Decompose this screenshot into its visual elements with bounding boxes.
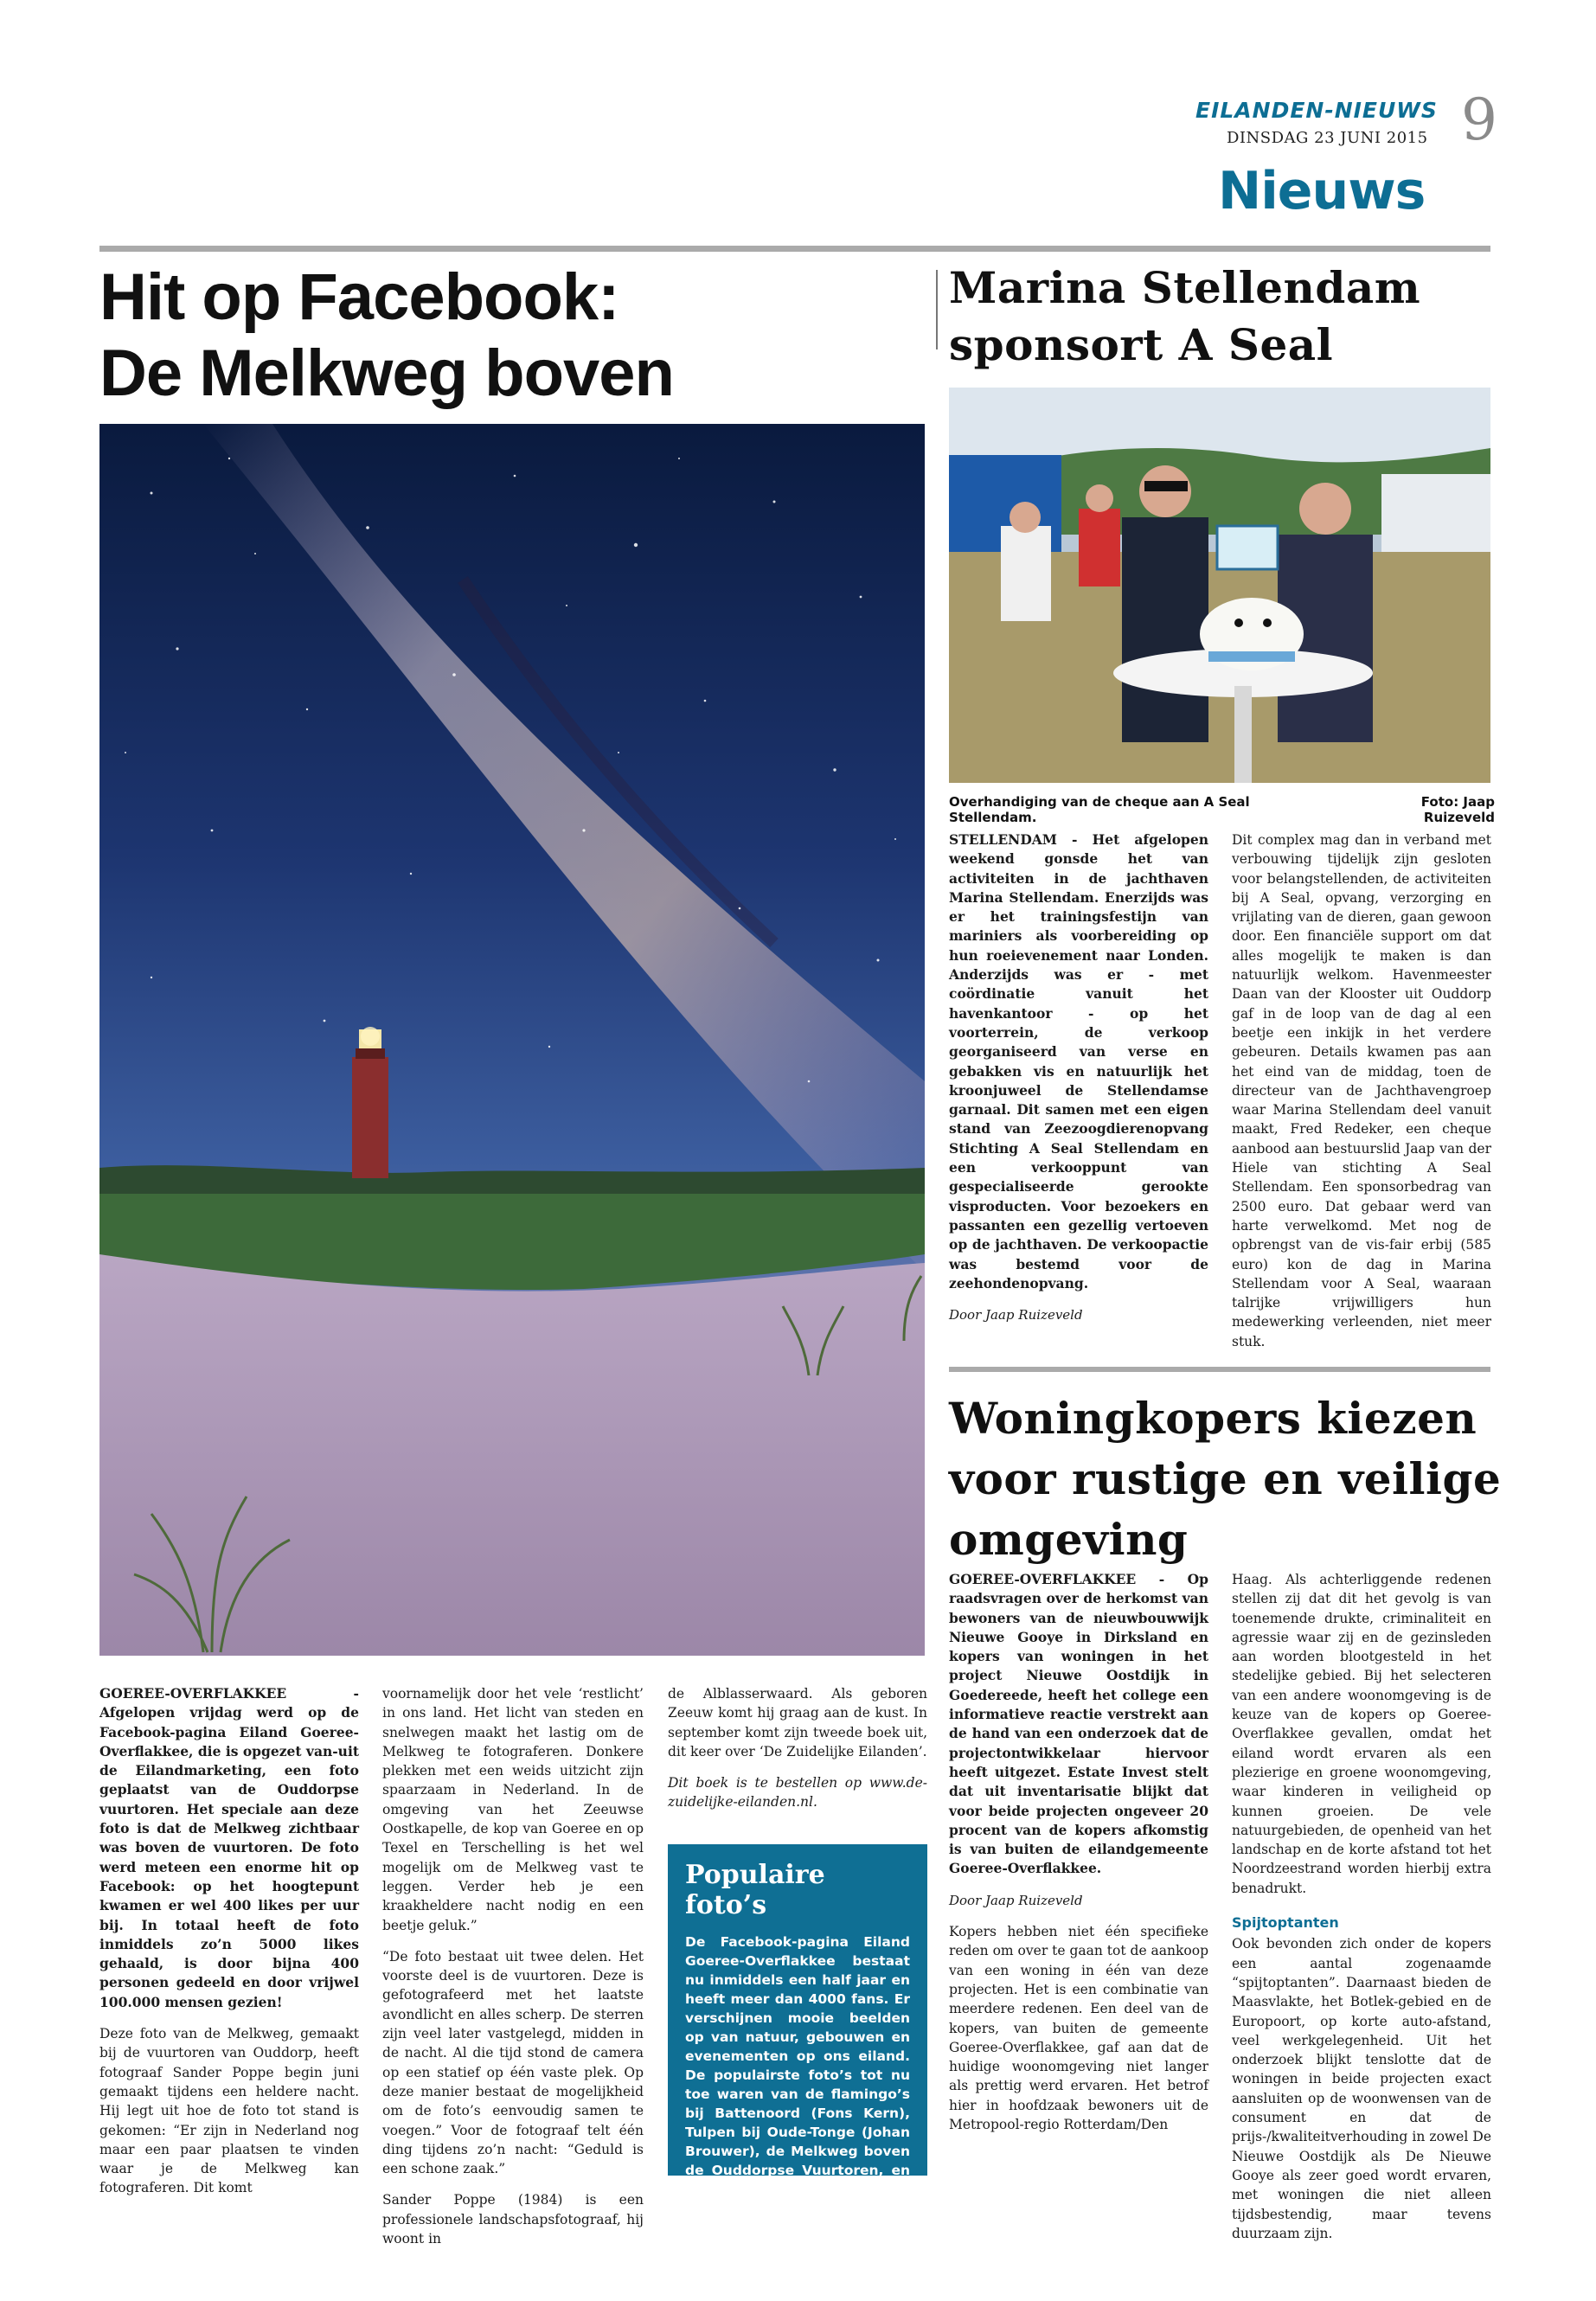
article1-column1: [99, 1684, 359, 2210]
article3-paragraph: Kopers hebben niet één specifieke reden om over te gaan tot de aankoop van een woning in één van deze projecten. Het is een combinatie van meerdere redenen. Een deel van de kopers, van buiten de gemeente Goeree-Overflakkee, gaf aan dat de huidige woonomgeving niet langer als prettig werd ervaren. Het betrof hier in hoofdzaak bewoners uit de Metropool-regio Rotterdam/Den: [949, 1924, 1208, 2133]
article2-headline-line2: sponsort A Seal: [949, 319, 1334, 370]
article3-column1: [949, 1570, 1208, 2146]
milky-way-lighthouse-photo: [99, 424, 925, 1656]
article3-paragraph: Haag. Als achterliggende redenen stellen zij dat dit het gevolg is van toenemende drukte, criminaliteit en agressie waar zij en de gezinsleden aan worden blootgesteld in het stedelijke gebied. Bij het selecteren van een andere woonomgeving is de keuze van de kopers op Goeree-Overflakkee gevallen, omdat het eiland wordt ervaren als een plezierige en groene woonomgeving, waar kinderen in veiligheid op kunnen groeien. De vele natuurgebieden, de openheid van het landschap en de korte afstand tot het Noordzeestrand worden hierbij extra benadrukt.: [1232, 1572, 1491, 1896]
article3-headline: [949, 1388, 1503, 1570]
article2-paragraph: Dit complex mag dan in verband met verbouwing tijdelijk zijn gesloten voor belangstellenden, de activiteiten bij A Seal, opvang, verzorging en vrijlating van de dieren, gaan gewoon door. Een financiële support om dat alles mogelijk te maken is dan natuurlijk welkom. Havenmeester Daan van der Klooster uit Ouddorp gaf in de loop van de dag al een beetje een inkijk in het verdere gebeuren. Details kwamen pas aan het eind van de middag, toen de directeur van de Jachthavengroep waar Marina Stellendam deel vanuit maakt, Fred Redeker, een cheque aanbood aan bestuurslid Jaap van der Hiele van stichting A Seal Stellendam. Een sponsorbedrag van 2500 euro. Dat gebaar werd van harte verwelkomd. Met nog de opbrengst van de vis-fair erbij (585 euro) kon de dag in Marina Stellendam voor A Seal, waaraan talrijke vrijwilligers hun medewerking verleenden, niet meer stuk.: [1232, 832, 1491, 1349]
article3-column2: [1232, 1570, 1491, 2255]
article1-paragraph: Sander Poppe (1984) is een professionele landschapsfotograaf, hij woont in: [382, 2192, 644, 2247]
page-number: 9: [1461, 87, 1497, 153]
popular-photos-box: [668, 1844, 987, 2235]
masthead-logo: EILANDEN-NIEUWS: [1195, 98, 1438, 123]
cheque-handover-photo: [949, 388, 1490, 783]
section-title: Nieuws: [1218, 161, 1426, 221]
issue-date: DINSDAG 23 JUNI 2015: [1227, 129, 1428, 147]
popular-photos-body: De Facebook-pagina Eiland Goeree-Overflakkee bestaat nu inmiddels een half jaar en heeft meer dan 4000 fans. Er verschijnen mooie beelden op van natuur, gebouwen en evenementen op ons eiland. De populairste foto’s tot nu toe waren van de flamingo’s bij Battenoord (Fons Kern), Tulpen bij Oude-Tonge (Johan Brouwer), de Melkweg boven de Ouddorpse Vuurtoren, en Dirksland Sas (beide Sander Poppe). www.facebook.com/GoereeOverflakkee.: [685, 1934, 987, 2235]
popular-photos-title: Populaire foto’s: [685, 1860, 825, 1920]
article3-paragraph: Ook bevonden zich onder de kopers een aantal zogenaamde “spijtoptanten”. Daarnaast bieden de Maasvlakte, het Botlek-gebied en de Europoort, op korte auto-afstand, veel werkgelegenheid. Uit het onderzoek blijkt tenslotte dat de woningen in beide projecten exact aansluiten op de woonwensen van de consument en dat de prijs-/kwaliteitverhouding in zowel De Nieuwe Oostdijk als De Nieuwe Gooye als zeer goed wordt ervaren, met woningen die niet alleen tijdsbestendig, maar tevens duurzaam zijn.: [1232, 1936, 1491, 2241]
book-order-note: Dit boek is te bestellen op www.de-zuidelijke-eilanden.nl.: [668, 1775, 927, 1811]
article1-paragraph: de Alblasserwaard. Als geboren Zeeuw komt hij graag aan de kust. In september komt zijn tweede boek uit, dit keer over ‘De Zuidelijke Eilanden’.: [668, 1686, 927, 1759]
article2-column2: [1232, 830, 1491, 1363]
article2-lead: STELLENDAM - Het afgelopen weekend gonsde het van activiteiten in de jachthaven Marina Stellendam. Enerzijds was er het trainingsfestijn van mariniers als voorbereiding op hun roeievenement naar Londen. Anderzijds was er - met coördinatie vanuit het havenkantoor - op het voorterrein, de verkoop georganiseerd van verse en gebakken vis en natuurlijk het kroonjuweel de Stellendamse garnaal. Dit samen met een eigen stand van Zeezoogdierenopvang Stichting A Seal Stellendam en een verkooppunt van gespecialiseerde gerookte visproducten. Voor bezoekers en passanten een gezellig vertoeven op de jachthaven. De verkoopactie was bestemd voor de zeehondenopvang.: [949, 831, 1208, 1292]
article1-paragraph: “De foto bestaat uit twee delen. Het voorste deel is de vuurtoren. Deze is gefotografeerd met het laatste avondlicht en alles scherp. De sterren zijn veel later vastgelegd, midden in de nacht. Al die tijd stond de camera op een statief op één vaste plek. Op deze manier bestaat de mogelijkheid om de foto’s eenvoudig samen te voegen.” Voor de fotograaf telt één ding tijdens zo’n nacht: “Geduld is een schone zaak.”: [382, 1948, 644, 2177]
article2-headline: [949, 260, 1503, 374]
article3-headline-line3: omgeving: [949, 1514, 1189, 1565]
section-rule: [949, 1367, 1490, 1372]
article1-paragraph: voornamelijk door het vele ‘restlicht’ in ons land. Het licht van steden en snelwegen maakt het lastig om de Melkweg te fotograferen. Donkere plekken met een weids uitzicht zijn spaarzaam in Nederland. In de omgeving van het Zeeuwse Oostkapelle, de kop van Goeree en op Texel en Terschelling is het wel mogelijk om de Melkweg vast te leggen. Verder heb je een kraakheldere nacht nodig en een beetje geluk.”: [382, 1686, 644, 1933]
article3-subhead: Spijtoptanten: [1232, 1914, 1339, 1932]
article1-headline-line1: Hit op Facebook:: [99, 260, 619, 334]
article1-headline-line2: De Melkweg boven: [99, 336, 674, 410]
photo-caption: Overhandiging van de cheque aan A Seal Stellendam.: [949, 794, 1250, 825]
article3-byline: Door Jaap Ruizeveld: [949, 1892, 1083, 1908]
article3-lead: GOEREE-OVERFLAKKEE - Op raadsvragen over de herkomst van bewoners van de nieuwbouwwijk Nieuwe Gooye in Dirksland en kopers van woningen in het project Nieuwe Oostdijk in Goedereede, heeft het college een informatieve reactie verstrekt aan de hand van een onderzoek dat de projectontwikkelaar hiervoor heeft uitgezet. Estate Invest stelt dat uit inventarisatie blijkt dat voor beide projecten ongeveer 20 procent van de kopers afkomstig is van buiten de eilandgemeente Goeree-Overflakkee.: [949, 1571, 1208, 1877]
article3-headline-line2: voor rustige en veilige: [949, 1453, 1502, 1504]
article3-headline-line1: Woningkopers kiezen: [949, 1393, 1477, 1444]
article1-paragraph: Deze foto van de Melkweg, gemaakt bij de vuurtoren van Ouddorp, heeft fotograaf Sander Poppe begin juni gemaakt tijdens een heldere nacht. Hij legt uit hoe de foto tot stand is gekomen: “Er zijn in Nederland nog maar een paar plaatsen te vinden waar je de Melkweg kan fotograferen. Dit komt: [99, 2026, 359, 2196]
article1-column3: [668, 1684, 927, 1824]
column-divider: [936, 270, 938, 349]
article1-column2: [382, 1684, 644, 2260]
photo-credit: Foto: Jaap Ruizeveld: [1420, 794, 1495, 825]
article2-byline: Door Jaap Ruizeveld: [949, 1307, 1083, 1324]
article2-column1: [949, 830, 1208, 1336]
article2-headline-line1: Marina Stellendam: [949, 262, 1421, 313]
top-rule: [99, 246, 1490, 252]
article1-lead: GOEREE-OVERFLAKKEE - Afgelopen vrijdag werd op de Facebook-pagina Eiland Goeree-Overflakkee, die is opgezet van-uit de Eilandmarketing, een foto geplaatst van de Ouddorpse vuurtoren. Het speciale aan deze foto is dat de Melkweg zichtbaar was boven de vuurtoren. De foto werd meteen een enorme hit op Facebook: op het hoogtepunt kwamen er wel 400 likes per uur bij. In totaal heeft de foto inmiddels zo’n 5000 likes gehaald, is door bijna 400 personen gedeeld en door vrijwel 100.000 mensen gezien!: [99, 1685, 360, 2010]
